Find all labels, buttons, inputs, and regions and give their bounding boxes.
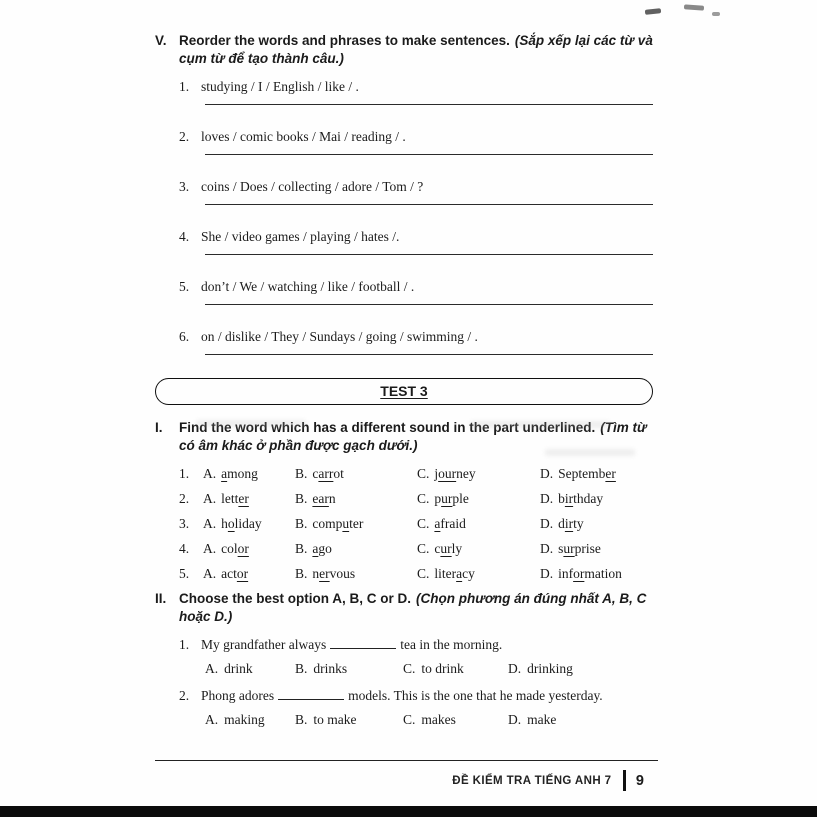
word-underlined: er	[605, 465, 616, 481]
sound-questions-list	[155, 465, 653, 583]
sound-question-row	[179, 490, 653, 508]
word-post: prise	[574, 540, 601, 556]
item-text: studying / I / English / like / .	[201, 78, 359, 94]
answer-option	[203, 490, 295, 508]
option-label: C.	[403, 711, 416, 727]
word-pre: s	[558, 540, 564, 556]
word-pre: comp	[312, 515, 343, 531]
word-post: mong	[227, 465, 258, 481]
item-number: 3.	[179, 178, 190, 194]
question-post: models. This is the one that he made yesterday.	[348, 687, 603, 703]
word-pre: d	[558, 515, 565, 531]
word-pre: n	[312, 565, 320, 581]
option-label: D.	[540, 540, 554, 556]
word-underlined: ir	[564, 515, 574, 531]
answer-option	[508, 660, 653, 678]
word-pre: inf	[558, 565, 574, 581]
word-post: ty	[573, 515, 584, 531]
item-text: on / dislike / They / Sundays / going / swimming / .	[201, 328, 478, 344]
word-post: thday	[573, 490, 604, 506]
word-pre: col	[221, 540, 238, 556]
answer-option	[203, 465, 295, 483]
word-post: mation	[584, 565, 622, 581]
option-label: D.	[508, 660, 522, 676]
word-underlined: a	[434, 515, 441, 531]
word-pre: c	[434, 540, 441, 556]
word-underlined: u	[342, 515, 350, 531]
word-post: ter	[349, 515, 364, 531]
option-label: A.	[203, 490, 217, 506]
word-underlined: ur	[441, 490, 453, 506]
item-text: coins / Does / collecting / adore / Tom / ?	[201, 178, 424, 194]
option-label: C.	[403, 660, 416, 676]
answer-option	[295, 540, 417, 558]
option-label: C.	[417, 465, 430, 481]
scan-edge-bar	[0, 806, 817, 817]
answer-option	[417, 490, 540, 508]
answer-option	[203, 565, 295, 583]
reorder-item-text-line	[179, 178, 653, 196]
test-header-box	[155, 378, 653, 405]
bleed-through-ghost	[545, 449, 635, 456]
sound-question-row	[179, 515, 653, 533]
option-label: C.	[417, 540, 430, 556]
answer-option	[417, 540, 540, 558]
answer-option	[508, 711, 653, 729]
answer-blank-line	[205, 254, 653, 255]
word-pre: act	[221, 565, 237, 581]
footer-divider	[623, 770, 626, 791]
word-post: vous	[329, 565, 356, 581]
item-number: 1.	[179, 636, 190, 652]
question-pre: Phong adores	[201, 687, 275, 703]
option-label: D.	[508, 711, 522, 727]
answer-option	[295, 660, 403, 678]
answer-option	[540, 515, 653, 533]
word-underlined: er	[319, 565, 330, 581]
answer-blank	[278, 687, 344, 700]
section-v-header	[155, 32, 653, 68]
answer-option	[203, 540, 295, 558]
section-title-en: Choose the best option A, B, C or D.	[179, 590, 411, 606]
option-label: B.	[295, 540, 308, 556]
reorder-item	[179, 178, 653, 205]
answer-option	[295, 565, 417, 583]
option-label: A.	[203, 540, 217, 556]
word-underlined: ear	[312, 490, 329, 506]
bleed-through-ghost	[470, 421, 610, 428]
option-label: B.	[295, 565, 308, 581]
reorder-item	[179, 328, 653, 355]
answer-blank-line	[205, 354, 653, 355]
page-content	[155, 32, 653, 738]
answer-option	[417, 515, 540, 533]
word-post: ot	[333, 465, 344, 481]
reorder-item	[179, 128, 653, 155]
answer-blank-line	[205, 104, 653, 105]
item-text: She / video games / playing / hates /.	[201, 228, 400, 244]
item-number: 4.	[179, 540, 190, 556]
option-label: B.	[295, 660, 308, 676]
answer-blank-line	[205, 204, 653, 205]
word-pre: Septemb	[558, 465, 606, 481]
section-title-vi: (Chọn phương án đúng nhất A, B, C hoặc D.)	[179, 590, 647, 624]
reorder-item-text-line	[179, 328, 653, 346]
word-underlined: a	[312, 540, 319, 556]
answer-option	[540, 490, 653, 508]
word-pre: c	[312, 465, 319, 481]
scan-artifact	[712, 12, 720, 16]
item-number: 5.	[179, 565, 190, 581]
section-title	[179, 32, 653, 68]
item-number: 3.	[179, 515, 190, 531]
option-text: to make	[313, 711, 357, 727]
option-text: drinks	[313, 660, 348, 676]
option-label: C.	[417, 490, 430, 506]
reorder-item-text-line	[179, 78, 653, 96]
answer-blank-line	[205, 154, 653, 155]
word-underlined: ir	[564, 490, 574, 506]
answer-blank	[330, 636, 396, 649]
option-label: D.	[540, 465, 554, 481]
option-text: making	[224, 711, 265, 727]
choice-questions-list	[155, 636, 653, 729]
option-label: C.	[417, 565, 430, 581]
word-post: ly	[451, 540, 463, 556]
reorder-item-text-line	[179, 228, 653, 246]
option-label: A.	[203, 565, 217, 581]
option-label: B.	[295, 515, 308, 531]
word-pre: b	[558, 490, 565, 506]
option-label: B.	[295, 711, 308, 727]
option-label: A.	[205, 711, 219, 727]
test-title: TEST 3	[380, 383, 428, 400]
reorder-item-text-line	[179, 278, 653, 296]
word-pre: lett	[221, 490, 239, 506]
options-row	[205, 660, 653, 678]
scan-artifact	[684, 4, 704, 10]
option-label: A.	[203, 515, 217, 531]
section-title-en: Reorder the words and phrases to make sentences.	[179, 33, 510, 48]
footer-book-title: ĐỀ KIỂM TRA TIẾNG ANH 7	[452, 774, 612, 787]
sound-question-row	[179, 565, 653, 583]
section-label: V.	[155, 33, 167, 48]
option-label: B.	[295, 490, 308, 506]
reorder-item	[179, 278, 653, 305]
item-number: 1.	[179, 465, 190, 481]
answer-option	[295, 711, 403, 729]
section-label: I.	[155, 419, 163, 435]
question-post: tea in the morning.	[400, 636, 503, 652]
question-pre: My grandfather always	[201, 636, 327, 652]
section-title-en: Find the word which has a different sound in the part underlined.	[179, 419, 596, 435]
item-text: loves / comic books / Mai / reading / .	[201, 128, 406, 144]
answer-option	[540, 565, 653, 583]
section-title-vi: (Sắp xếp lại các từ và cụm từ để tạo thành câu.)	[179, 33, 653, 66]
option-label: D.	[540, 515, 554, 531]
reorder-item	[179, 78, 653, 105]
word-underlined: or	[236, 565, 249, 581]
item-number: 4.	[179, 228, 190, 244]
item-number: 2.	[179, 687, 190, 703]
answer-option	[540, 540, 653, 558]
option-label: A.	[203, 465, 217, 481]
option-label: D.	[540, 490, 554, 506]
section-title	[179, 590, 653, 626]
word-underlined: er	[238, 490, 249, 506]
item-number: 6.	[179, 328, 190, 344]
item-number: 1.	[179, 78, 190, 94]
section-label: II.	[155, 590, 167, 606]
word-underlined: arr	[318, 465, 334, 481]
answer-option	[295, 490, 417, 508]
option-label: D.	[540, 565, 554, 581]
answer-option	[203, 515, 295, 533]
word-pre: liter	[434, 565, 457, 581]
word-underlined: or	[237, 540, 249, 556]
item-number: 2.	[179, 490, 190, 506]
question-text-line	[179, 636, 653, 654]
word-underlined: a	[221, 465, 228, 481]
word-underlined: ur	[440, 540, 452, 556]
choice-question	[155, 636, 653, 678]
answer-option	[403, 660, 508, 678]
word-pre: h	[221, 515, 228, 531]
option-text: makes	[421, 711, 456, 727]
item-text: don’t / We / watching / like / football / .	[201, 278, 415, 294]
word-post: ney	[456, 465, 476, 481]
bleed-through-ghost	[196, 420, 306, 427]
scan-artifact	[645, 8, 661, 15]
item-number: 2.	[179, 128, 190, 144]
answer-option	[403, 711, 508, 729]
answer-blank-line	[205, 304, 653, 305]
sound-question-row	[179, 540, 653, 558]
answer-option	[417, 465, 540, 483]
answer-option	[417, 565, 540, 583]
word-post: liday	[234, 515, 262, 531]
answer-option	[205, 711, 295, 729]
word-underlined: o	[227, 515, 235, 531]
word-post: n	[328, 490, 336, 506]
reorder-item-text-line	[179, 128, 653, 146]
word-underlined: a	[456, 565, 463, 581]
option-text: drinking	[527, 660, 573, 676]
page-footer	[155, 760, 658, 791]
sound-question-row	[179, 465, 653, 483]
page-number: 9	[635, 772, 644, 789]
option-label: A.	[205, 660, 219, 676]
option-text: to drink	[421, 660, 464, 676]
option-label: C.	[417, 515, 430, 531]
options-row	[205, 711, 653, 729]
reorder-item	[179, 228, 653, 255]
word-underlined: our	[438, 465, 457, 481]
word-pre: j	[434, 465, 439, 481]
word-post: cy	[462, 565, 475, 581]
word-post: ple	[452, 490, 469, 506]
item-number: 5.	[179, 278, 190, 294]
option-text: make	[527, 711, 557, 727]
word-underlined: or	[573, 565, 585, 581]
word-pre: p	[434, 490, 442, 506]
word-underlined: ur	[563, 540, 575, 556]
choice-question	[155, 687, 653, 729]
answer-option	[205, 660, 295, 678]
answer-option	[540, 465, 653, 483]
option-text: drink	[224, 660, 253, 676]
option-label: B.	[295, 465, 308, 481]
section-title-vi: (Tìm từ có âm khác ở phần được gạch dưới.)	[179, 419, 647, 453]
word-post: go	[318, 540, 332, 556]
word-post: fraid	[440, 515, 466, 531]
question-text-line	[179, 687, 653, 705]
answer-option	[295, 465, 417, 483]
answer-option	[295, 515, 417, 533]
reorder-items-list	[155, 78, 653, 355]
section-ii-header	[155, 590, 653, 626]
